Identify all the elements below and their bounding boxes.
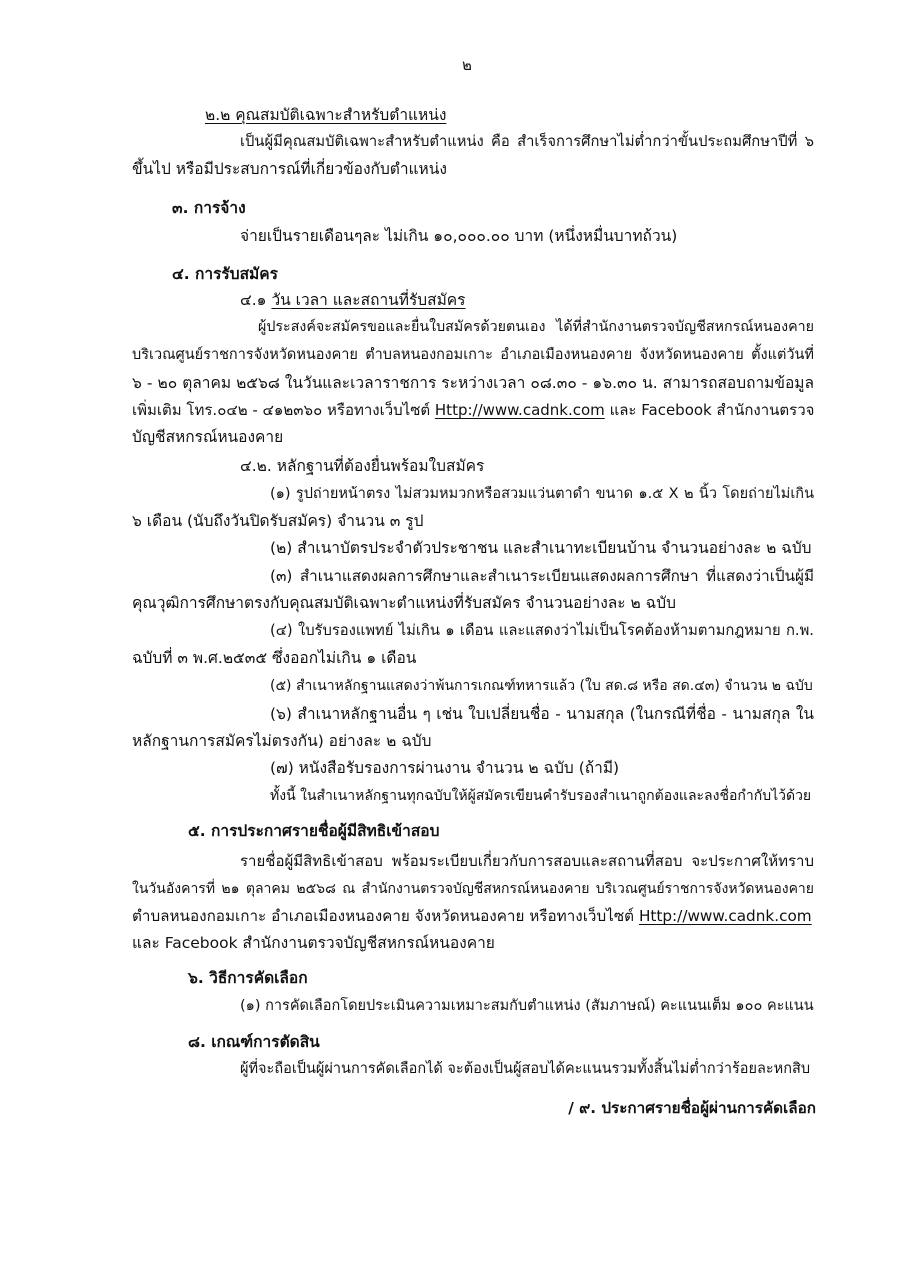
section-4-1-line-2: บริเวณศูนย์ราชการจังหวัดหนองคาย ตำบลหนองกอมเกาะ อำเภอเมืองหนองคาย จังหวัดหนองคาย ตั้งแต่วันที่ [132, 347, 814, 363]
website-link[interactable]: Http://www.cadnk.com [638, 907, 812, 925]
section-5-line-1: รายชื่อผู้มีสิทธิเข้าสอบ พร้อมระเบียบเกี่ยวกับการสอบและสถานที่สอบ จะประกาศให้ทราบ [240, 852, 814, 870]
section-8-heading: ๘. เกณฑ์การตัดสิน [188, 1033, 320, 1051]
document-item-6: (๖) สำเนาหลักฐานอื่น ๆ เช่น ใบเปลี่ยนชื่อ - นามสกุล (ในกรณีที่ชื่อ - นามสกุล ใน [270, 705, 814, 723]
section-5-heading: ๕. การประกาศรายชื่อผู้มีสิทธิเข้าสอบ [188, 822, 440, 840]
document-item-4-cont: ฉบับที่ ๓ พ.ศ.๒๕๓๕ ซึ่งออกไม่เกิน ๑ เดือน [132, 649, 417, 667]
section-3-text: จ่ายเป็นรายเดือนๆละ ไม่เกิน ๑๐,๐๐๐.๐๐ บาท (หนึ่งหมื่นบาทถ้วน) [240, 227, 678, 245]
section-6-text: (๑) การคัดเลือกโดยประเมินความเหมาะสมกับตำแหน่ง (สัมภาษณ์) คะแนนเต็ม ๑๐๐ คะแนน [240, 998, 814, 1014]
section-5-line-2: ในวันอังคารที่ ๒๑ ตุลาคม ๒๕๖๘ ณ สำนักงานตรวจบัญชีสหกรณ์หนองคาย บริเวณศูนย์ราชการจังหวัดหนองคาย [132, 881, 814, 897]
section-4-1-prefix: ๔.๑ [240, 291, 272, 309]
section-4-1-line-5: บัญชีสหกรณ์หนองคาย [132, 428, 284, 446]
section-2-2-heading: ๒.๒ คุณสมบัติเฉพาะสำหรับตำแหน่ง [205, 106, 447, 124]
section-4-heading: ๔. การรับสมัคร [172, 265, 278, 283]
document-item-7: (๗) หนังสือรับรองการผ่านงาน จำนวน ๒ ฉบับ (ถ้ามี) [270, 759, 620, 777]
section-4-1-heading [240, 288, 466, 312]
document-note: ทั้งนี้ ในสำเนาหลักฐานทุกฉบับให้ผู้สมัครเขียนคำรับรองสำเนาถูกต้องและลงชื่อกำกับไว้ด้วย [270, 788, 812, 804]
section-5-line-3-text: ตำบลหนองกอมเกาะ อำเภอเมืองหนองคาย จังหวัดหนองคาย หรือทางเว็บไซต์ [132, 907, 639, 925]
section-2-2-line-2: ขึ้นไป หรือมีประสบการณ์ที่เกี่ยวข้องกับตำแหน่ง [132, 160, 447, 178]
document-item-3-cont: คุณวุฒิการศึกษาตรงกับคุณสมบัติเฉพาะตำแหน่งที่รับสมัคร จำนวนอย่างละ ๒ ฉบับ [132, 594, 676, 612]
section-6-heading: ๖. วิธีการคัดเลือก [188, 969, 308, 987]
document-item-3: (๓) สำเนาแสดงผลการศึกษาและสำเนาระเบียนแสดงผลการศึกษา ที่แสดงว่าเป็นผู้มี [270, 567, 814, 585]
section-4-1-line-4 [132, 398, 814, 422]
section-3-heading: ๓. การจ้าง [172, 199, 246, 217]
website-link[interactable]: Http://www.cadnk.com [434, 401, 605, 419]
page-number: ๒ [462, 56, 472, 74]
section-5-line-3 [132, 904, 812, 928]
document-item-4: (๔) ใบรับรองแพทย์ ไม่เกิน ๑ เดือน และแสดงว่าไม่เป็นโรคต้องห้ามตามกฎหมาย ก.พ. [270, 622, 814, 639]
section-4-1-line-4-tail: และ Facebook สำนักงานตรวจ [604, 401, 815, 419]
section-4-1-line-1: ผู้ประสงค์จะสมัครขอและยื่นใบสมัครด้วยตนเอง ได้ที่สำนักงานตรวจบัญชีสหกรณ์หนองคาย [258, 319, 814, 335]
section-4-1-title: วัน เวลา และสถานที่รับสมัคร [271, 291, 466, 309]
section-8-text: ผู้ที่จะถือเป็นผู้ผ่านการคัดเลือกได้ จะต้องเป็นผู้สอบได้คะแนนรวมทั้งสิ้นไม่ต่ำกว่าร้อยละหกสิบ [240, 1061, 811, 1077]
document-item-1-cont: ๖ เดือน (นับถึงวันปิดรับสมัคร) จำนวน ๓ รูป [132, 512, 424, 530]
section-2-2-line-1: เป็นผู้มีคุณสมบัติเฉพาะสำหรับตำแหน่ง คือ สำเร็จการศึกษาไม่ต่ำกว่าขั้นประถมศึกษาปีที่ ๖ [240, 133, 814, 150]
document-item-2: (๒) สำเนาบัตรประจำตัวประชาชน และสำเนาทะเบียนบ้าน จำนวนอย่างละ ๒ ฉบับ [270, 539, 812, 557]
document-item-6-cont: หลักฐานการสมัครไม่ตรงกัน) อย่างละ ๒ ฉบับ [132, 732, 432, 750]
section-4-1-line-4-text: เพิ่มเติม โทร.๐๔๒ - ๔๑๒๓๖๐ หรือทางเว็บไซต์ [132, 401, 435, 419]
section-5-line-4: และ Facebook สำนักงานตรวจบัญชีสหกรณ์หนองคาย [132, 934, 495, 952]
continuation-note: / ๙. ประกาศรายชื่อผู้ผ่านการคัดเลือก [568, 1099, 816, 1117]
section-4-1-line-3: ๖ - ๒๐ ตุลาคม ๒๕๖๘ ในวันและเวลาราชการ ระหว่างเวลา ๐๘.๓๐ - ๑๖.๓๐ น. สามารถสอบถามข้อมูล [132, 374, 814, 392]
document-item-1: (๑) รูปถ่ายหน้าตรง ไม่สวมหมวกหรือสวมแว่นตาดำ ขนาด ๑.๕ X ๒ นิ้ว โดยถ่ายไม่เกิน [270, 486, 814, 502]
document-item-5: (๕) สำเนาหลักฐานแสดงว่าพ้นการเกณฑ์ทหารแล้ว (ใบ สด.๘ หรือ สด.๔๓) จำนวน ๒ ฉบับ [270, 678, 813, 694]
section-4-2-heading: ๔.๒. หลักฐานที่ต้องยื่นพร้อมใบสมัคร [240, 457, 485, 475]
